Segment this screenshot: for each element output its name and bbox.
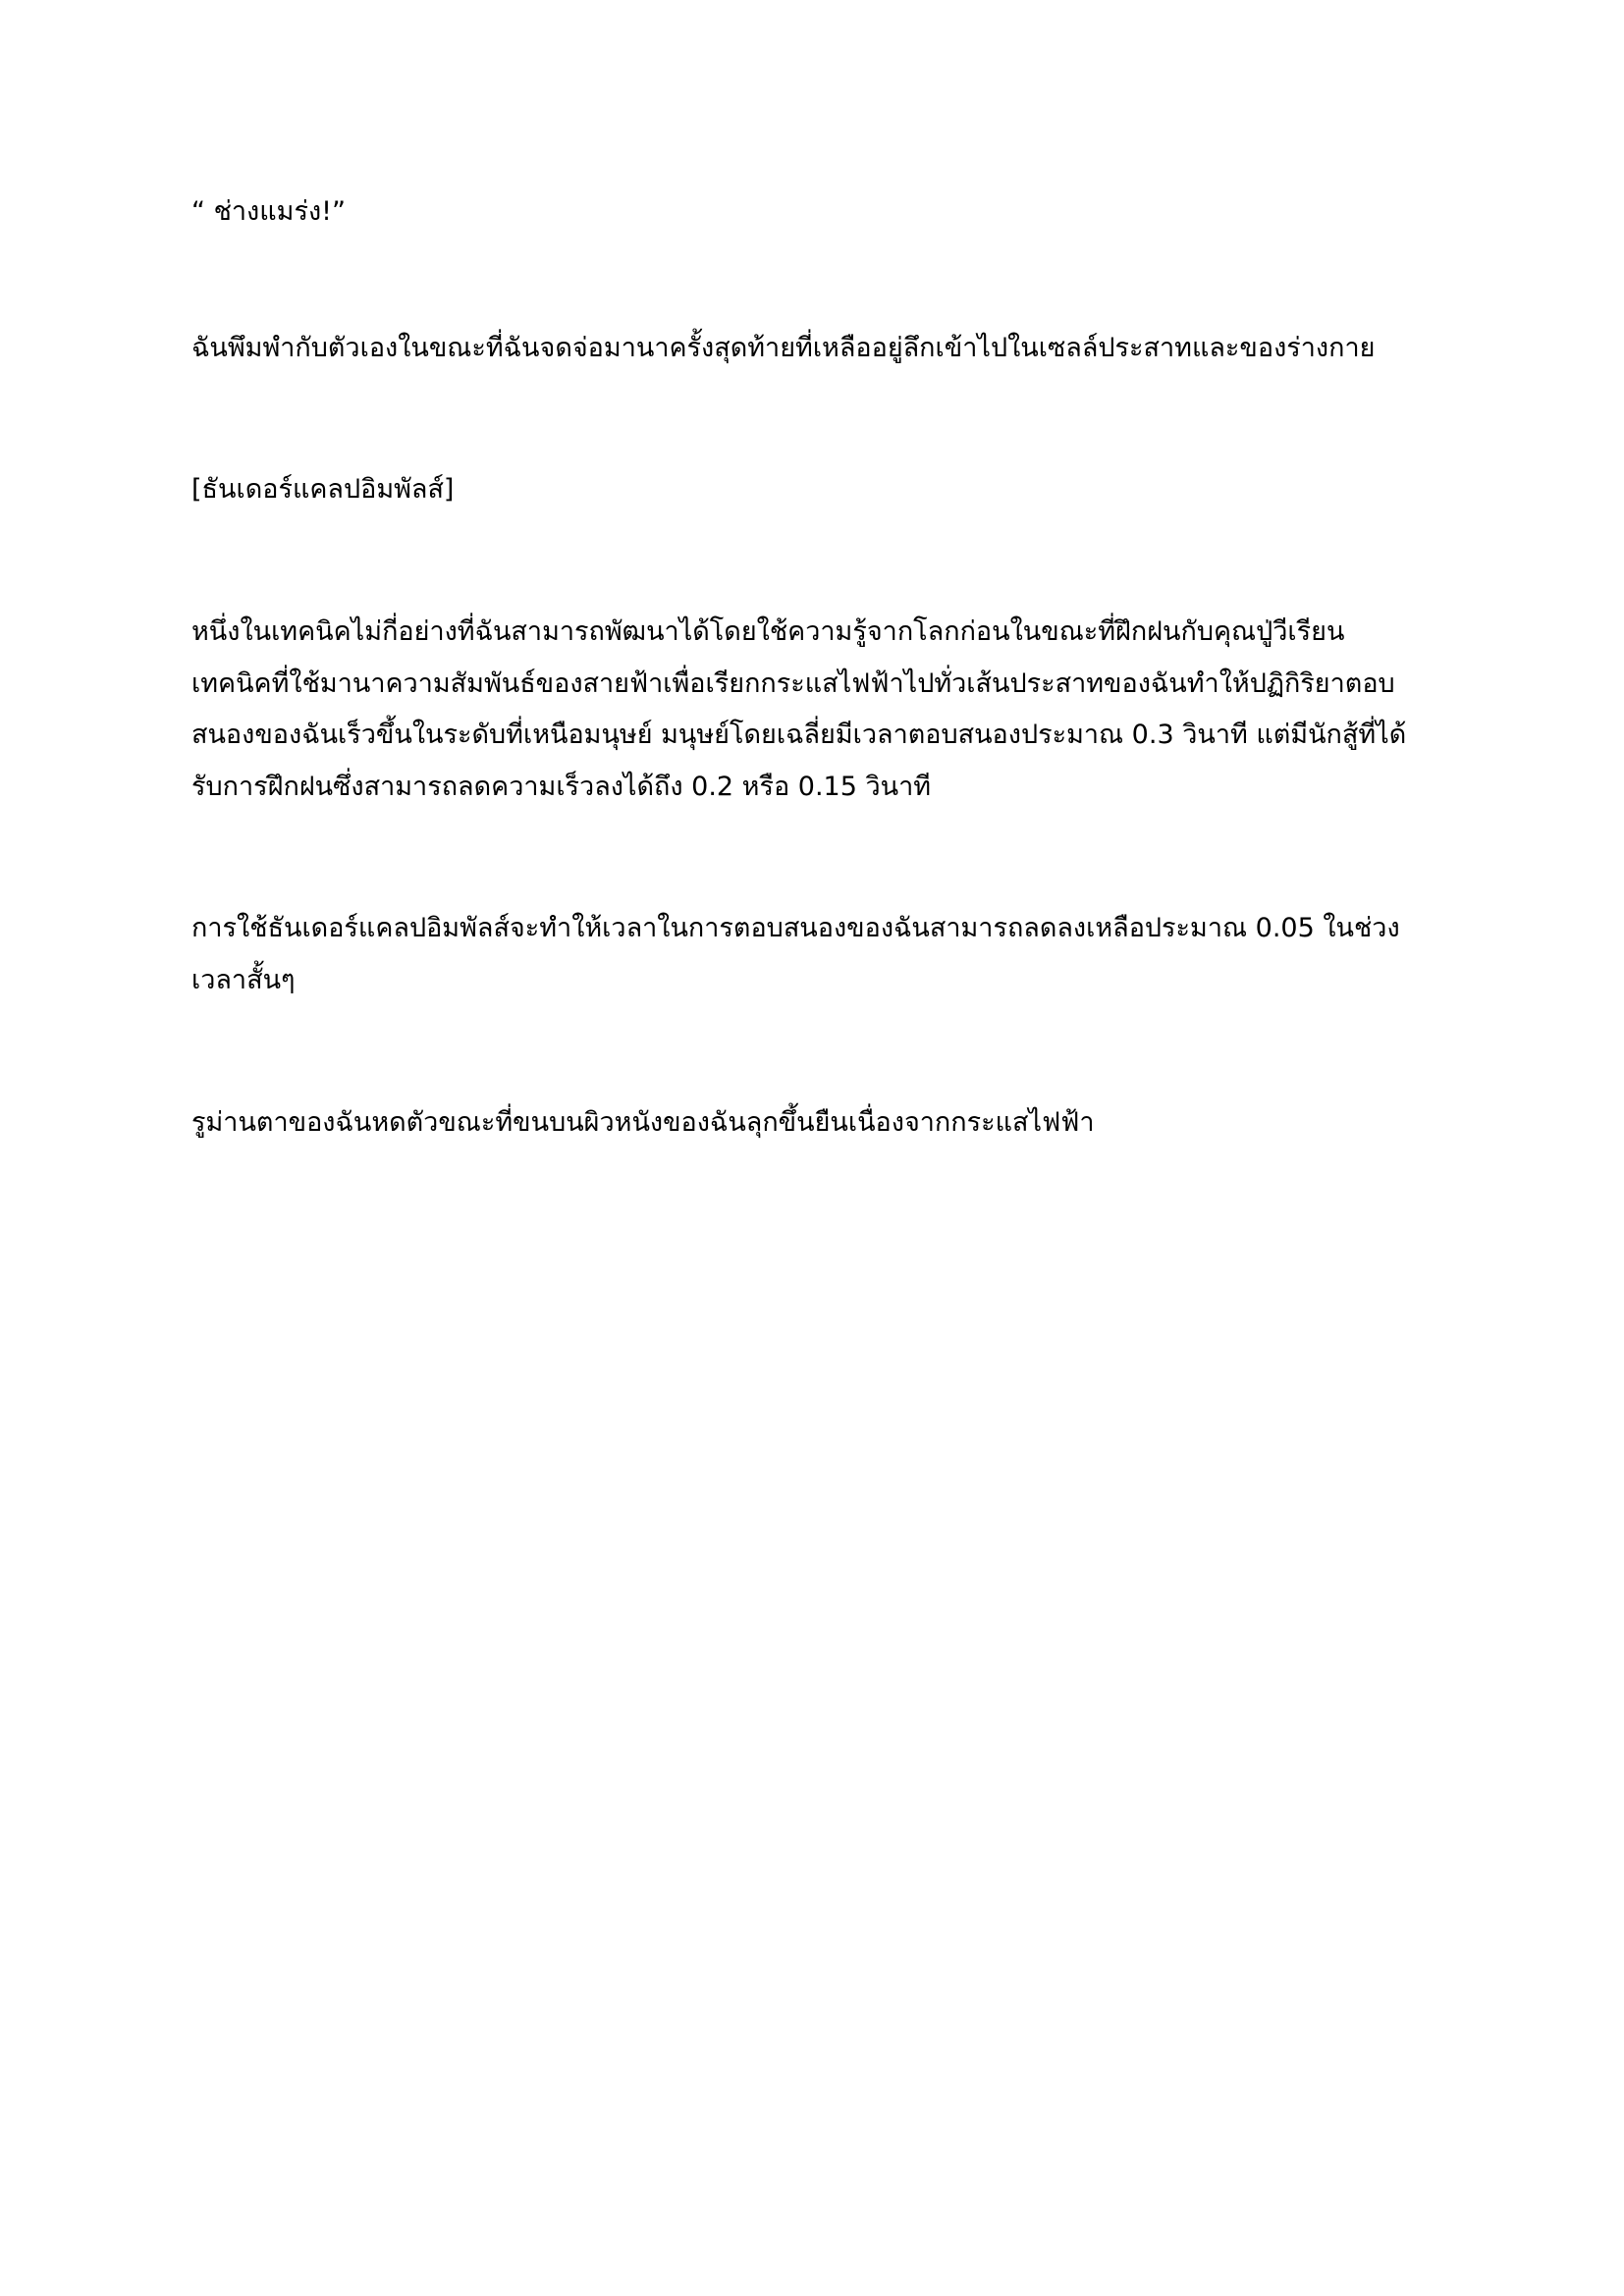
paragraph-spacer [191,813,1429,903]
paragraph-spacer [191,239,1429,323]
paragraph-narration-1: ฉันพึมพำกับตัวเองในขณะที่ฉันจดจ่อมานาครั้งสุดท้ายที่เหลืออยู่ลึกเข้าไปในเซลล์ประสาทและของร่างกาย [191,332,1376,363]
document-body [191,187,1429,1148]
paragraph-reaction-time: การใช้ธันเดอร์แคลปอิมพัลส์จะทำให้เวลาในการตอบสนองของฉันสามารถลดลงเหลือประมาณ 0.05 ในช่วงเวลาสั้นๆ [191,913,1400,996]
paragraph-sensation: รูม่านตาของฉันหดตัวขณะที่ขนบนผิวหนังของฉันลุกขึ้นยืนเนื่องจากกระแสไฟฟ้า [191,1106,1095,1138]
paragraph-skill-name: [ธันเดอร์แคลปอิมพัลส์] [191,474,455,506]
paragraph-spacer [191,374,1429,464]
paragraph-spacer [191,516,1429,607]
paragraph-technique-description: หนึ่งในเทคนิคไม่กี่อย่างที่ฉันสามารถพัฒนาได้โดยใช้ความรู้จากโลกก่อนในขณะที่ฝึกฝนกับคุณปู่วีเรียน เทคนิคที่ใช้มานาความสัมพันธ์ของสายฟ้าเพื่อเรียกกระแสไฟฟ้าไปทั่วเส้นประสาทของฉันทำให้ปฏิกิริยาตอบสนองของฉันเร็วขึ้นในระดับที่เหนือมนุษย์ มนุษย์โดยเฉลี่ยมีเวลาตอบสนองประมาณ 0.3 วินาที แต่มีนักสู้ที่ได้รับการฝึกฝนซึ่งสามารถลดความเร็วลงได้ถึง 0.2 หรือ 0.15 วินาที [191,615,1407,802]
paragraph-quote: “ ช่างแมร่ง!” [191,196,346,227]
paragraph-spacer [191,1007,1429,1097]
